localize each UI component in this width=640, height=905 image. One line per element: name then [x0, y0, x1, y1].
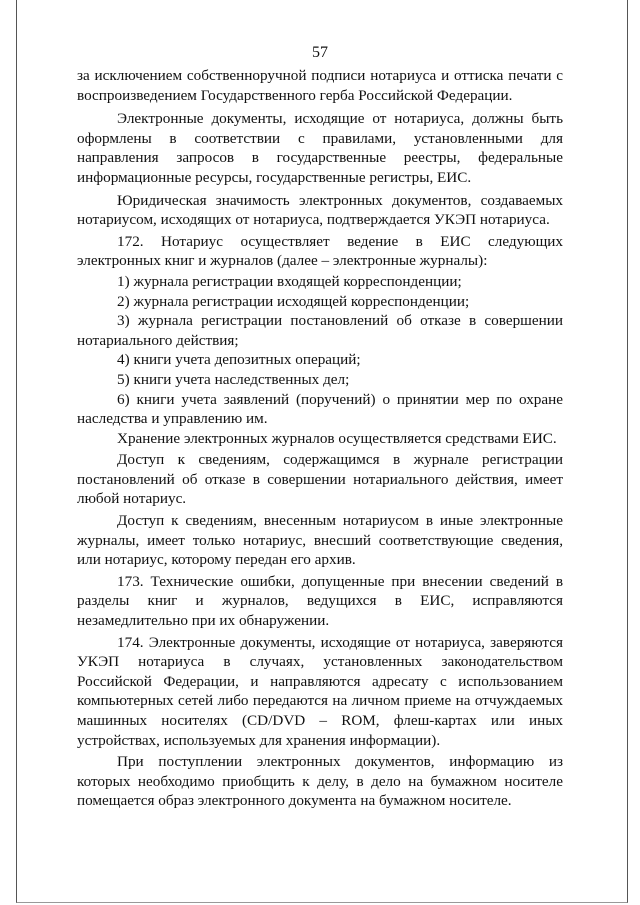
paragraph: за исключением собственноручной подписи нотариуса и оттиска печати с воспроизведением Государственного герба Российской Федерации. — [77, 67, 563, 104]
paragraph: При поступлении электронных документов, информацию из которых необходимо приобщить к делу, в дело на бумажном носителе помещается образ электронного документа на бумажном носителе. — [77, 753, 563, 810]
paragraph: 173. Технические ошибки, допущенные при внесении сведений в разделы книг и журналов, ведущихся в ЕИС, исправляются незамедлительно при их обнаружении. — [77, 572, 563, 630]
paragraph: Электронные документы, исходящие от нотариуса, должны быть оформлены в соответствии с правилами, установленными для направления запросов в государственные реестры, федеральные информационные ресурсы, государственные регистры, ЕИС. — [77, 110, 563, 186]
paragraph: Хранение электронных журналов осуществляется средствами ЕИС. — [117, 429, 557, 447]
paragraph: 3) журнала регистрации постановлений об отказе в совершении нотариального действия; — [77, 312, 563, 349]
paragraph: 1) журнала регистрации входящей корреспонденции; — [117, 272, 462, 290]
paragraph: 5) книги учета наследственных дел; — [117, 370, 350, 388]
paragraph: 172. Нотариус осуществляет ведение в ЕИС следующих электронных книг и журналов (далее – электронные журналы): — [77, 232, 563, 270]
paragraph: Доступ к сведениям, содержащимся в журнале регистрации постановлений об отказе в совершении нотариального действия, имеет любой нотариус. — [77, 451, 563, 508]
document-body — [77, 66, 563, 811]
paragraph: Доступ к сведениям, внесенным нотариусом в иные электронные журналы, имеет только нотариус, внесший соответствующие сведения, или нотариус, которому передан его архив. — [77, 512, 563, 569]
paragraph: 174. Электронные документы, исходящие от нотариуса, заверяются УКЭП нотариуса в случаях, установленных законодательством Российской Федерации, и направляются адресату с использованием компьютерных сетей либо передаются на личном приеме на отчуждаемых машинных носителях (CD/DVD – ROM, флеш-картах или иных устройствах, используемых для хранения информации). — [77, 633, 563, 749]
paragraph: 6) книги учета заявлений (поручений) о принятии мер по охране наследства и управлению им. — [77, 390, 563, 428]
paragraph: Юридическая значимость электронных документов, создаваемых нотариусом, исходящих от нотариуса, подтверждается УКЭП нотариуса. — [77, 191, 563, 229]
page-number: 57 — [312, 44, 328, 61]
paragraph: 2) журнала регистрации исходящей корреспонденции; — [117, 292, 470, 310]
paragraph: 4) книги учета депозитных операций; — [117, 351, 361, 369]
